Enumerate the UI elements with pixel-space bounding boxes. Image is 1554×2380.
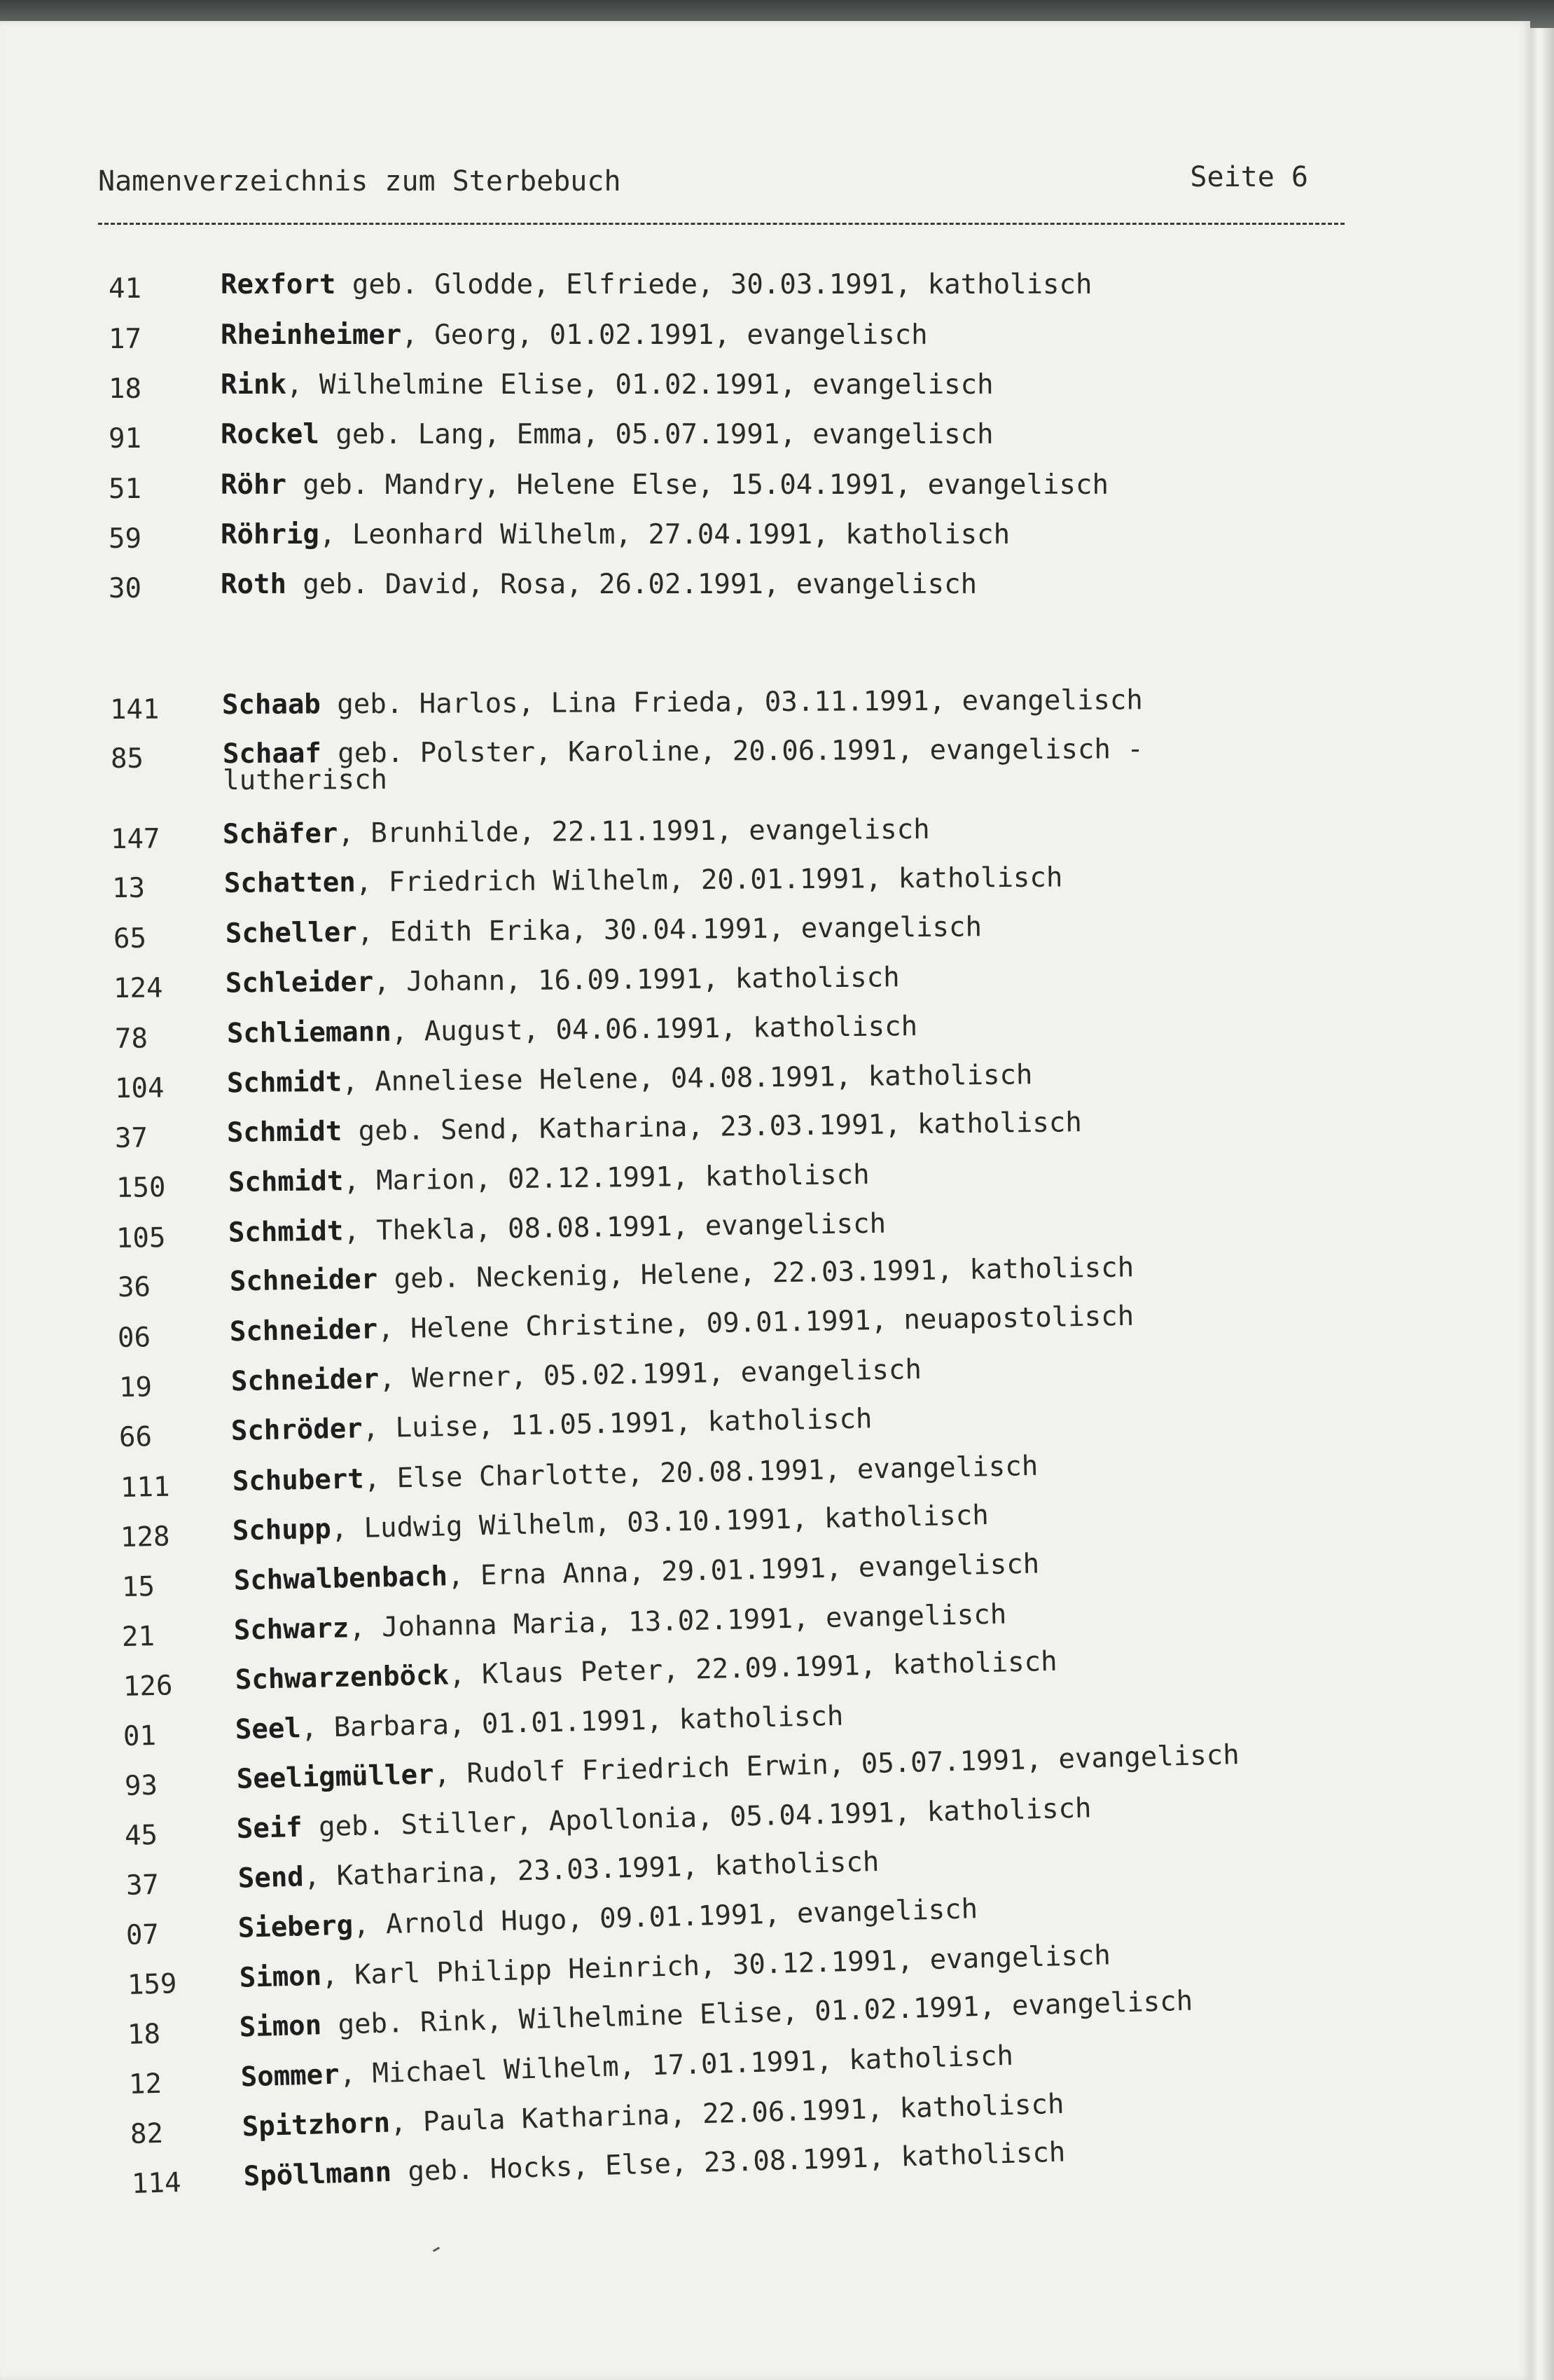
entry-surname: Schaab <box>221 689 321 721</box>
entry-details: , Marion, 02.12.1991, katholisch <box>343 1158 870 1198</box>
entry-surname: Schubert <box>232 1463 365 1497</box>
entry-details: , August, 04.06.1991, katholisch <box>391 1010 918 1048</box>
entry-text <box>221 369 994 401</box>
entry-number: 45 <box>124 1819 158 1852</box>
entry-number: 124 <box>113 972 163 1004</box>
register-entry <box>114 1107 1083 1158</box>
entry-text <box>221 469 1109 501</box>
entry-surname: Schliemann <box>226 1016 391 1050</box>
entry-surname: Rexfort <box>221 269 336 300</box>
entry-details: , Werner, 05.02.1991, evangelisch <box>378 1354 922 1395</box>
entry-number: 128 <box>120 1521 170 1554</box>
document-title: Namenverzeichnis zum Sterbebuch <box>98 165 621 198</box>
entry-details: geb. Send, Katharina, 23.03.1991, katholisch <box>342 1107 1083 1148</box>
page-stack-edge <box>1530 28 1554 2380</box>
entry-surname: Sieberg <box>237 1909 354 1944</box>
entry-number: 12 <box>128 2068 162 2101</box>
entry-surname: Schatten <box>223 866 356 899</box>
entry-text <box>224 862 1063 900</box>
entry-number: 06 <box>117 1322 151 1354</box>
entry-number: 91 <box>109 423 141 455</box>
entry-text <box>221 319 928 352</box>
entry-text <box>221 519 1010 551</box>
entry-surname: Schupp <box>232 1513 332 1547</box>
entry-number: 93 <box>124 1769 158 1802</box>
page-number: Seite 6 <box>1190 161 1308 193</box>
entry-surname: Spöllmann <box>243 2156 392 2193</box>
entry-surname: Seeligmüller <box>236 1759 435 1796</box>
entry-surname: Send <box>237 1861 305 1895</box>
entry-surname: Seif <box>236 1811 303 1846</box>
entry-details: , Johann, 16.09.1991, katholisch <box>373 962 900 998</box>
entry-details: , Michael Wilhelm, 17.01.1991, katholisch <box>338 2040 1014 2091</box>
entry-details: , Ludwig Wilhelm, 03.10.1991, katholisch <box>331 1500 990 1545</box>
entry-details: geb. Hocks, Else, 23.08.1991, katholisch <box>391 2136 1066 2188</box>
entry-details: , Thekla, 08.08.1991, evangelisch <box>342 1208 887 1247</box>
entry-surname: Rockel <box>221 419 319 450</box>
register-entry <box>118 1403 873 1457</box>
entry-number: 17 <box>109 324 141 355</box>
entry-number: 51 <box>109 473 141 505</box>
entry-continuation: lutherisch <box>223 763 388 797</box>
entry-number: 19 <box>118 1371 153 1404</box>
entry-details: , Karl Philipp Heinrich, 30.12.1991, evangelisch <box>321 1939 1111 1992</box>
entry-number: 82 <box>130 2117 164 2150</box>
entry-details: , Else Charlotte, 20.08.1991, evangelisch <box>363 1450 1039 1495</box>
register-entry <box>121 1548 1040 1607</box>
entry-surname: Roth <box>221 569 286 600</box>
entry-details: , Paula Katharina, 22.06.1991, katholisch <box>389 2088 1064 2139</box>
entry-details: , Arnold Hugo, 09.01.1991, evangelisch <box>352 1893 978 1942</box>
entry-surname: Schneider <box>229 1313 378 1348</box>
register-entry <box>114 1010 918 1058</box>
entry-details: , Luise, 11.05.1991, katholisch <box>362 1403 873 1445</box>
entry-surname: Sommer <box>240 2059 340 2094</box>
entry-text <box>226 962 900 999</box>
entry-details: geb. Rink, Wilhelmine Elise, 01.02.1991, evangelisch <box>321 1985 1193 2042</box>
entry-number: 18 <box>127 2018 161 2051</box>
register-entry <box>114 1059 1033 1108</box>
entry-text <box>221 419 994 451</box>
entry-surname: Schmidt <box>226 1066 342 1100</box>
register-entry <box>124 1792 1092 1855</box>
entry-surname: Seel <box>235 1713 302 1746</box>
entry-details: geb. Stiller, Apollonia, 05.04.1991, katholisch <box>302 1792 1092 1843</box>
register-entry <box>121 1598 1007 1656</box>
entry-surname: Spitzhorn <box>242 2107 391 2143</box>
entry-text <box>223 814 930 851</box>
entry-number: 104 <box>114 1072 165 1105</box>
entry-details: geb. Mandry, Helene Else, 15.04.1991, evangelisch <box>286 469 1109 501</box>
entry-number: 126 <box>123 1670 173 1703</box>
entry-surname: Schäfer <box>222 817 338 850</box>
entry-details: , Johanna Maria, 13.02.1991, evangelisch <box>348 1598 1007 1645</box>
entry-details: , Friedrich Wilhelm, 20.01.1991, katholisch <box>355 862 1063 899</box>
entry-surname: Schmidt <box>228 1165 344 1199</box>
entry-details: geb. David, Rosa, 26.02.1991, evangelisch <box>286 569 978 600</box>
entry-number: 111 <box>120 1471 170 1504</box>
entry-details: , Rudolf Friedrich Erwin, 05.07.1991, evangelisch <box>433 1739 1240 1791</box>
header-rule <box>98 223 1345 225</box>
entry-number: 30 <box>109 573 141 604</box>
entry-details: , Edith Erika, 30.04.1991, evangelisch <box>356 911 983 948</box>
register-entry <box>124 1739 1240 1806</box>
register-entry <box>116 1158 870 1208</box>
entry-details: , Klaus Peter, 22.09.1991, katholisch <box>448 1645 1058 1691</box>
entry-details: , Wilhelmine Elise, 01.02.1991, evangelisch <box>286 369 994 401</box>
entry-number: 150 <box>116 1172 166 1204</box>
entry-number: 41 <box>109 273 141 305</box>
entry-text <box>226 911 982 950</box>
entry-surname: Schmidt <box>226 1116 342 1149</box>
entry-number: 66 <box>118 1421 153 1453</box>
entry-surname: Simon <box>239 1960 322 1994</box>
entry-number: 114 <box>131 2166 182 2200</box>
entry-surname: Schwalbenbach <box>233 1561 448 1597</box>
entry-surname: Rink <box>221 369 286 401</box>
entry-number: 159 <box>127 1968 178 2001</box>
entry-details: , Brunhilde, 22.11.1991, evangelisch <box>338 813 930 850</box>
entry-surname: Schröder <box>230 1413 363 1447</box>
register-entry <box>118 1354 922 1407</box>
register-entry <box>116 1208 887 1258</box>
entry-details: geb. Lang, Emma, 05.07.1991, evangelisch <box>319 419 994 450</box>
entry-details: geb. Glodde, Elfriede, 30.03.1991, katholisch <box>335 269 1092 300</box>
entry-details: , Barbara, 01.01.1991, katholisch <box>300 1700 844 1745</box>
entry-number: 01 <box>123 1720 157 1752</box>
entry-surname: Scheller <box>225 916 357 950</box>
entry-details: geb. Neckenig, Helene, 22.03.1991, katholisch <box>377 1252 1135 1296</box>
entry-number: 59 <box>109 523 141 555</box>
entry-surname: Rheinheimer <box>221 319 402 351</box>
entry-surname: Schleider <box>225 966 374 999</box>
entry-surname: Schneider <box>229 1264 378 1298</box>
entry-details: , Helene Christine, 09.01.1991, neuapostolisch <box>377 1300 1135 1345</box>
entry-number: 147 <box>110 823 160 855</box>
entry-number: 105 <box>116 1222 166 1254</box>
entry-number: 85 <box>110 742 144 775</box>
entry-number: 37 <box>114 1122 148 1154</box>
entry-text <box>221 269 1092 301</box>
entry-details: , Anneliese Helene, 04.08.1991, katholisch <box>342 1059 1033 1098</box>
entry-surname: Schaaf <box>222 738 321 770</box>
entry-surname: Schneider <box>230 1363 380 1398</box>
entry-number: 21 <box>121 1621 155 1653</box>
entry-number: 15 <box>121 1571 155 1603</box>
entry-surname: Röhr <box>221 469 286 501</box>
entry-number: 36 <box>117 1271 151 1303</box>
entry-number: 07 <box>125 1918 160 1951</box>
entry-details: , Katharina, 23.03.1991, katholisch <box>303 1846 880 1893</box>
entry-surname: Röhrig <box>221 519 319 551</box>
entry-details: , Erna Anna, 29.01.1991, evangelisch <box>447 1548 1040 1593</box>
entry-number: 13 <box>111 872 146 904</box>
entry-surname: Simon <box>239 2009 322 2044</box>
entry-details: geb. Polster, Karoline, 20.06.1991, evangelisch - <box>321 733 1144 770</box>
entry-number: 18 <box>109 373 141 405</box>
entry-number: 65 <box>113 922 147 955</box>
entry-number: 141 <box>109 693 160 726</box>
entry-details: , Georg, 01.02.1991, evangelisch <box>401 319 928 351</box>
entry-text <box>221 569 977 601</box>
entry-surname: Schmidt <box>228 1215 344 1249</box>
entry-text <box>222 684 1143 721</box>
entry-details: geb. Harlos, Lina Frieda, 03.11.1991, evangelisch <box>320 684 1143 721</box>
entry-surname: Schwarzenböck <box>235 1659 450 1696</box>
entry-surname: Schwarz <box>233 1612 349 1647</box>
entry-number: 78 <box>114 1023 148 1055</box>
entry-details: , Leonhard Wilhelm, 27.04.1991, katholisch <box>319 519 1011 551</box>
entry-number: 37 <box>125 1869 160 1902</box>
